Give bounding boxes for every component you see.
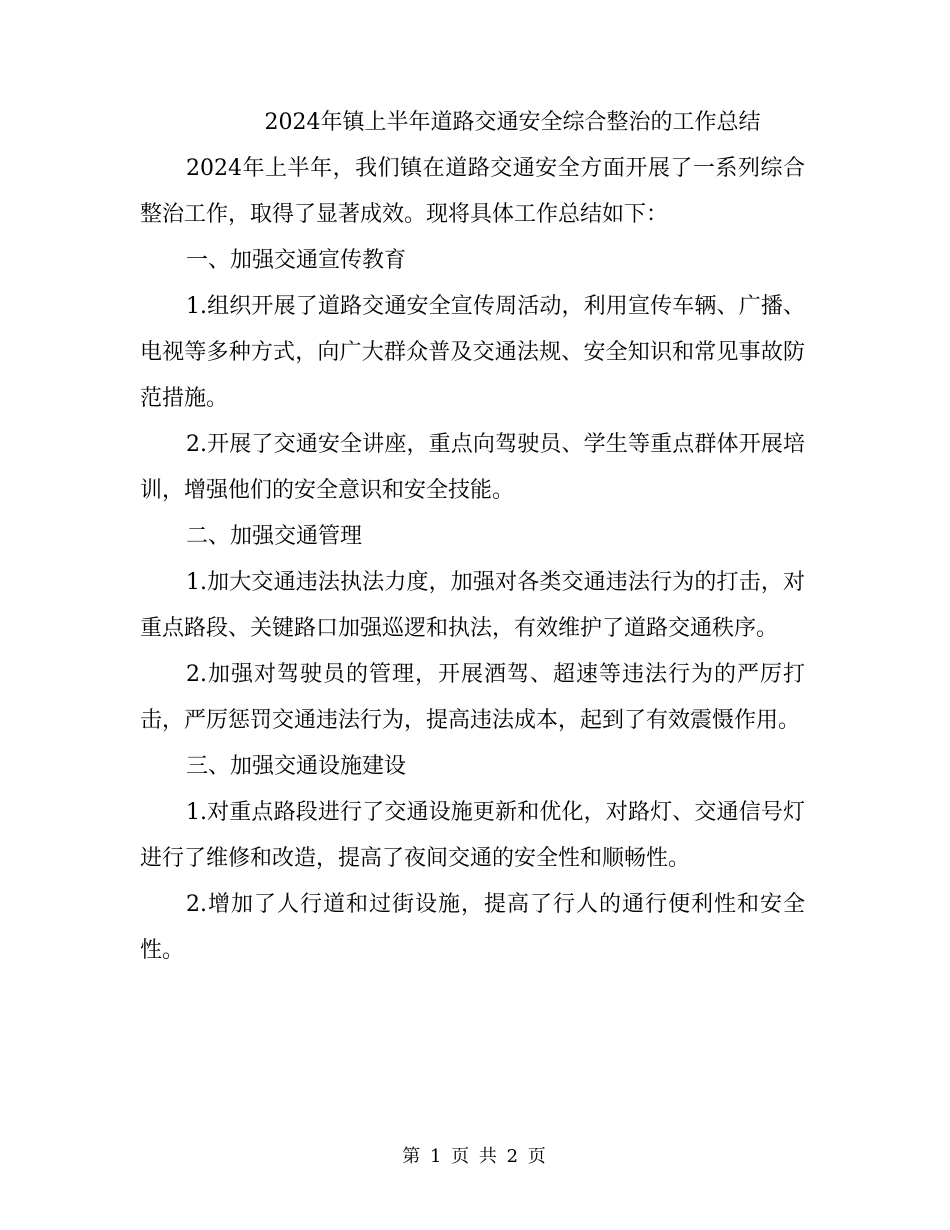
section-item: 1.加大交通违法执法力度，加强对各类交通违法行为的打击，对重点路段、关键路口加强巡逻和执法，有效维护了道路交通秩序。 <box>140 570 805 641</box>
page-indicator: 第 1 页 共 2 页 <box>402 1146 548 1167</box>
section-heading-management: 二、加强交通管理 <box>186 524 363 549</box>
section-item: 2.增加了人行道和过街设施，提高了行人的通行便利性和安全性。 <box>140 892 805 963</box>
section-heading-publicity: 一、加强交通宣传教育 <box>186 248 407 273</box>
section-item: 2.开展了交通安全讲座，重点向驾驶员、学生等重点群体开展培训，增强他们的安全意识和安全技能。 <box>140 432 805 503</box>
section-item: 1.组织开展了道路交通安全宣传周活动，利用宣传车辆、广播、电视等多种方式，向广大群众普及交通法规、安全知识和常见事故防范措施。 <box>140 294 805 411</box>
section-item: 2.加强对驾驶员的管理，开展酒驾、超速等违法行为的严厉打击，严厉惩罚交通违法行为，提高违法成本，起到了有效震慑作用。 <box>140 662 805 733</box>
document-title: 2024年镇上半年道路交通安全综合整治的工作总结 <box>264 110 761 135</box>
document-body <box>140 100 805 974</box>
section-heading-facilities: 三、加强交通设施建设 <box>186 754 407 779</box>
intro-paragraph: 2024年上半年，我们镇在道路交通安全方面开展了一系列综合整治工作，取得了显著成效。现将具体工作总结如下： <box>140 156 805 227</box>
section-item: 1.对重点路段进行了交通设施更新和优化，对路灯、交通信号灯进行了维修和改造，提高了夜间交通的安全性和顺畅性。 <box>140 800 805 871</box>
